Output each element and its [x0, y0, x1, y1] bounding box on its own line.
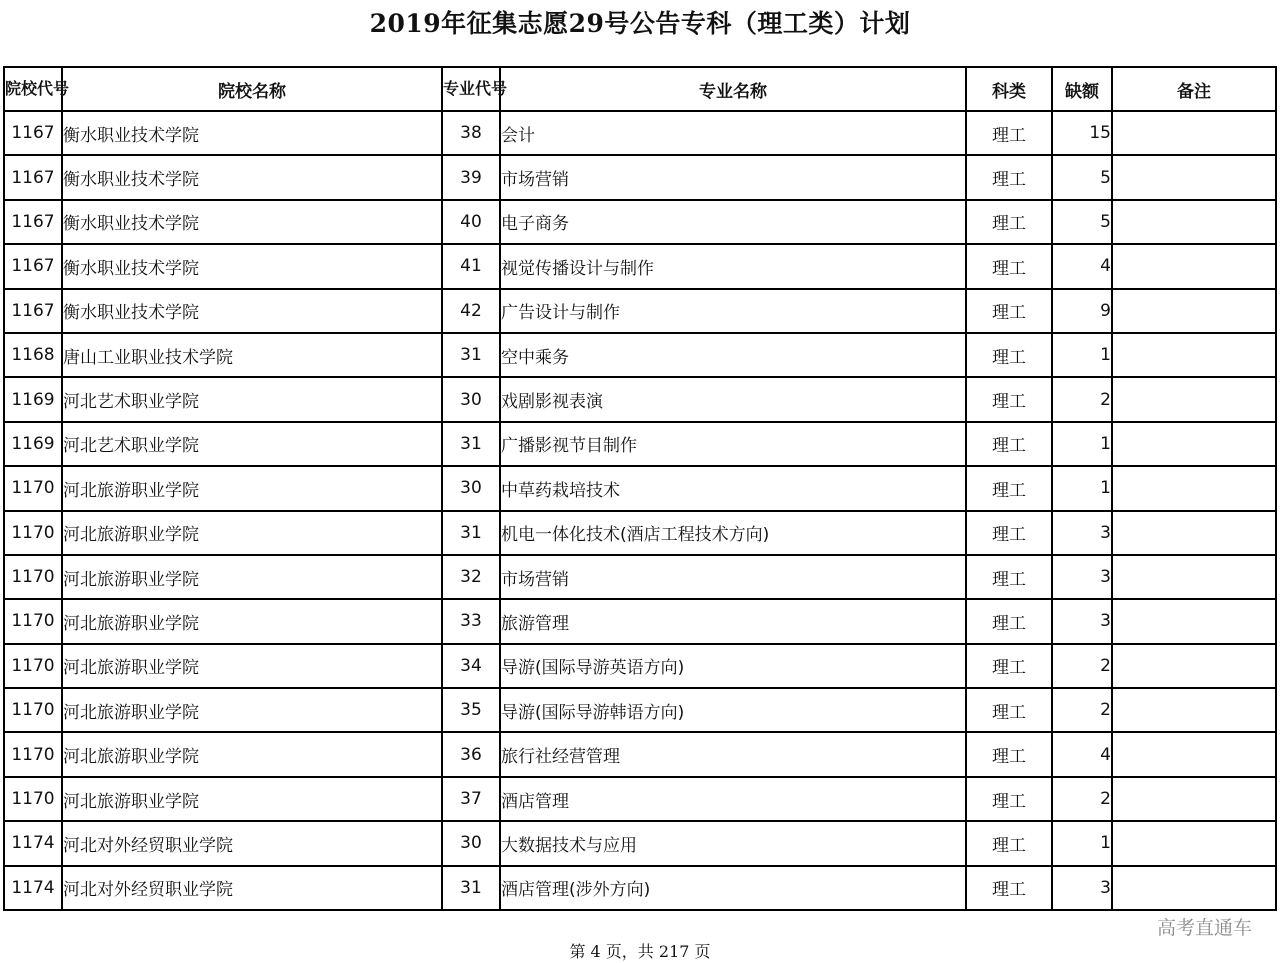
cell-major-code: 35 [442, 688, 500, 732]
cell-quota: 2 [1052, 688, 1112, 732]
cell-category: 理工 [966, 777, 1052, 821]
cell-school-code: 1174 [4, 821, 62, 865]
header-major-name: 专业名称 [500, 67, 966, 111]
cell-category: 理工 [966, 289, 1052, 333]
cell-school-name: 衡水职业技术学院 [62, 200, 442, 244]
cell-school-name: 衡水职业技术学院 [62, 244, 442, 288]
cell-quota: 3 [1052, 866, 1112, 910]
watermark-text: 高考直通车 [1156, 917, 1252, 939]
cell-quota: 4 [1052, 732, 1112, 776]
cell-school-code: 1170 [4, 466, 62, 510]
header-category: 科类 [966, 67, 1052, 111]
cell-quota: 1 [1052, 422, 1112, 466]
cell-school-code: 1174 [4, 866, 62, 910]
cell-note [1112, 732, 1276, 776]
table-row [4, 866, 1276, 910]
table-row [4, 200, 1276, 244]
cell-major-code: 31 [442, 511, 500, 555]
header-major-code: 专业代号 [442, 67, 500, 111]
table-row [4, 333, 1276, 377]
table-row [4, 732, 1276, 776]
header-school-code: 院校代号 [4, 67, 62, 111]
cell-major-name: 中草药栽培技术 [500, 466, 966, 510]
cell-category: 理工 [966, 422, 1052, 466]
cell-category: 理工 [966, 866, 1052, 910]
cell-note [1112, 111, 1276, 155]
cell-quota: 5 [1052, 200, 1112, 244]
cell-major-code: 31 [442, 333, 500, 377]
cell-note [1112, 555, 1276, 599]
cell-category: 理工 [966, 333, 1052, 377]
cell-major-code: 32 [442, 555, 500, 599]
cell-school-name: 河北旅游职业学院 [62, 466, 442, 510]
cell-school-name: 河北对外经贸职业学院 [62, 821, 442, 865]
cell-major-name: 酒店管理(涉外方向) [500, 866, 966, 910]
cell-major-name: 空中乘务 [500, 333, 966, 377]
table-row [4, 644, 1276, 688]
header-note: 备注 [1112, 67, 1276, 111]
cell-major-code: 31 [442, 422, 500, 466]
table-row [4, 555, 1276, 599]
cell-note [1112, 599, 1276, 643]
cell-category: 理工 [966, 688, 1052, 732]
cell-school-code: 1170 [4, 777, 62, 821]
table-row [4, 688, 1276, 732]
cell-quota: 4 [1052, 244, 1112, 288]
cell-major-name: 电子商务 [500, 200, 966, 244]
cell-school-name: 河北艺术职业学院 [62, 377, 442, 421]
table-row [4, 511, 1276, 555]
cell-major-name: 广播影视节目制作 [500, 422, 966, 466]
cell-school-code: 1167 [4, 244, 62, 288]
cell-quota: 5 [1052, 155, 1112, 199]
cell-school-name: 河北旅游职业学院 [62, 644, 442, 688]
cell-major-code: 39 [442, 155, 500, 199]
table-body [4, 111, 1276, 910]
cell-note [1112, 688, 1276, 732]
cell-quota: 2 [1052, 377, 1112, 421]
table-row [4, 821, 1276, 865]
cell-school-code: 1170 [4, 555, 62, 599]
cell-category: 理工 [966, 644, 1052, 688]
cell-major-code: 36 [442, 732, 500, 776]
table-row [4, 289, 1276, 333]
table-row [4, 777, 1276, 821]
document-title: 2019年征集志愿29号公告专科（理工类）计划 [369, 9, 911, 38]
cell-quota: 2 [1052, 777, 1112, 821]
cell-major-code: 37 [442, 777, 500, 821]
cell-quota: 3 [1052, 555, 1112, 599]
cell-school-name: 河北旅游职业学院 [62, 688, 442, 732]
cell-major-code: 42 [442, 289, 500, 333]
cell-major-code: 31 [442, 866, 500, 910]
cell-school-name: 河北旅游职业学院 [62, 599, 442, 643]
cell-category: 理工 [966, 111, 1052, 155]
table-row [4, 377, 1276, 421]
cell-major-code: 30 [442, 466, 500, 510]
table-header-row [4, 67, 1276, 111]
cell-note [1112, 244, 1276, 288]
cell-category: 理工 [966, 155, 1052, 199]
cell-school-code: 1170 [4, 732, 62, 776]
cell-note [1112, 821, 1276, 865]
cell-school-code: 1167 [4, 155, 62, 199]
page-footer: 第 4 页，共 217 页 [569, 942, 711, 961]
cell-quota: 15 [1052, 111, 1112, 155]
cell-major-name: 导游(国际导游韩语方向) [500, 688, 966, 732]
cell-note [1112, 333, 1276, 377]
cell-major-name: 旅行社经营管理 [500, 732, 966, 776]
cell-major-name: 会计 [500, 111, 966, 155]
cell-note [1112, 777, 1276, 821]
cell-school-code: 1170 [4, 644, 62, 688]
cell-quota: 1 [1052, 466, 1112, 510]
cell-major-name: 导游(国际导游英语方向) [500, 644, 966, 688]
cell-school-name: 衡水职业技术学院 [62, 111, 442, 155]
plan-table [3, 66, 1277, 911]
cell-category: 理工 [966, 244, 1052, 288]
cell-quota: 3 [1052, 599, 1112, 643]
cell-major-name: 市场营销 [500, 555, 966, 599]
cell-category: 理工 [966, 200, 1052, 244]
cell-major-name: 大数据技术与应用 [500, 821, 966, 865]
cell-major-code: 30 [442, 377, 500, 421]
cell-school-code: 1170 [4, 688, 62, 732]
cell-category: 理工 [966, 821, 1052, 865]
cell-category: 理工 [966, 555, 1052, 599]
cell-major-code: 34 [442, 644, 500, 688]
cell-major-name: 视觉传播设计与制作 [500, 244, 966, 288]
cell-school-name: 唐山工业职业技术学院 [62, 333, 442, 377]
cell-school-code: 1170 [4, 511, 62, 555]
cell-quota: 3 [1052, 511, 1112, 555]
cell-category: 理工 [966, 599, 1052, 643]
cell-school-code: 1169 [4, 377, 62, 421]
cell-school-code: 1169 [4, 422, 62, 466]
cell-major-name: 广告设计与制作 [500, 289, 966, 333]
table-row [4, 155, 1276, 199]
cell-school-name: 衡水职业技术学院 [62, 155, 442, 199]
cell-major-name: 戏剧影视表演 [500, 377, 966, 421]
cell-category: 理工 [966, 466, 1052, 510]
header-quota: 缺额 [1052, 67, 1112, 111]
cell-major-code: 30 [442, 821, 500, 865]
cell-category: 理工 [966, 732, 1052, 776]
header-school-name: 院校名称 [62, 67, 442, 111]
cell-note [1112, 377, 1276, 421]
cell-major-code: 40 [442, 200, 500, 244]
cell-note [1112, 511, 1276, 555]
table-row [4, 599, 1276, 643]
cell-major-code: 41 [442, 244, 500, 288]
cell-school-name: 河北旅游职业学院 [62, 777, 442, 821]
cell-note [1112, 422, 1276, 466]
cell-major-code: 38 [442, 111, 500, 155]
cell-school-name: 河北对外经贸职业学院 [62, 866, 442, 910]
cell-note [1112, 466, 1276, 510]
cell-note [1112, 644, 1276, 688]
cell-note [1112, 200, 1276, 244]
cell-quota: 2 [1052, 644, 1112, 688]
table-row [4, 244, 1276, 288]
cell-school-name: 河北旅游职业学院 [62, 732, 442, 776]
cell-school-code: 1167 [4, 111, 62, 155]
cell-school-name: 河北艺术职业学院 [62, 422, 442, 466]
cell-quota: 9 [1052, 289, 1112, 333]
cell-school-code: 1170 [4, 599, 62, 643]
cell-school-code: 1167 [4, 289, 62, 333]
cell-major-name: 旅游管理 [500, 599, 966, 643]
cell-school-name: 衡水职业技术学院 [62, 289, 442, 333]
cell-major-code: 33 [442, 599, 500, 643]
cell-school-code: 1167 [4, 200, 62, 244]
cell-major-name: 市场营销 [500, 155, 966, 199]
cell-major-name: 酒店管理 [500, 777, 966, 821]
cell-quota: 1 [1052, 821, 1112, 865]
cell-school-name: 河北旅游职业学院 [62, 511, 442, 555]
cell-school-name: 河北旅游职业学院 [62, 555, 442, 599]
cell-category: 理工 [966, 511, 1052, 555]
table-row [4, 422, 1276, 466]
table-row [4, 111, 1276, 155]
cell-note [1112, 155, 1276, 199]
cell-note [1112, 866, 1276, 910]
cell-quota: 1 [1052, 333, 1112, 377]
cell-school-code: 1168 [4, 333, 62, 377]
cell-major-name: 机电一体化技术(酒店工程技术方向) [500, 511, 966, 555]
table-row [4, 466, 1276, 510]
cell-note [1112, 289, 1276, 333]
cell-category: 理工 [966, 377, 1052, 421]
